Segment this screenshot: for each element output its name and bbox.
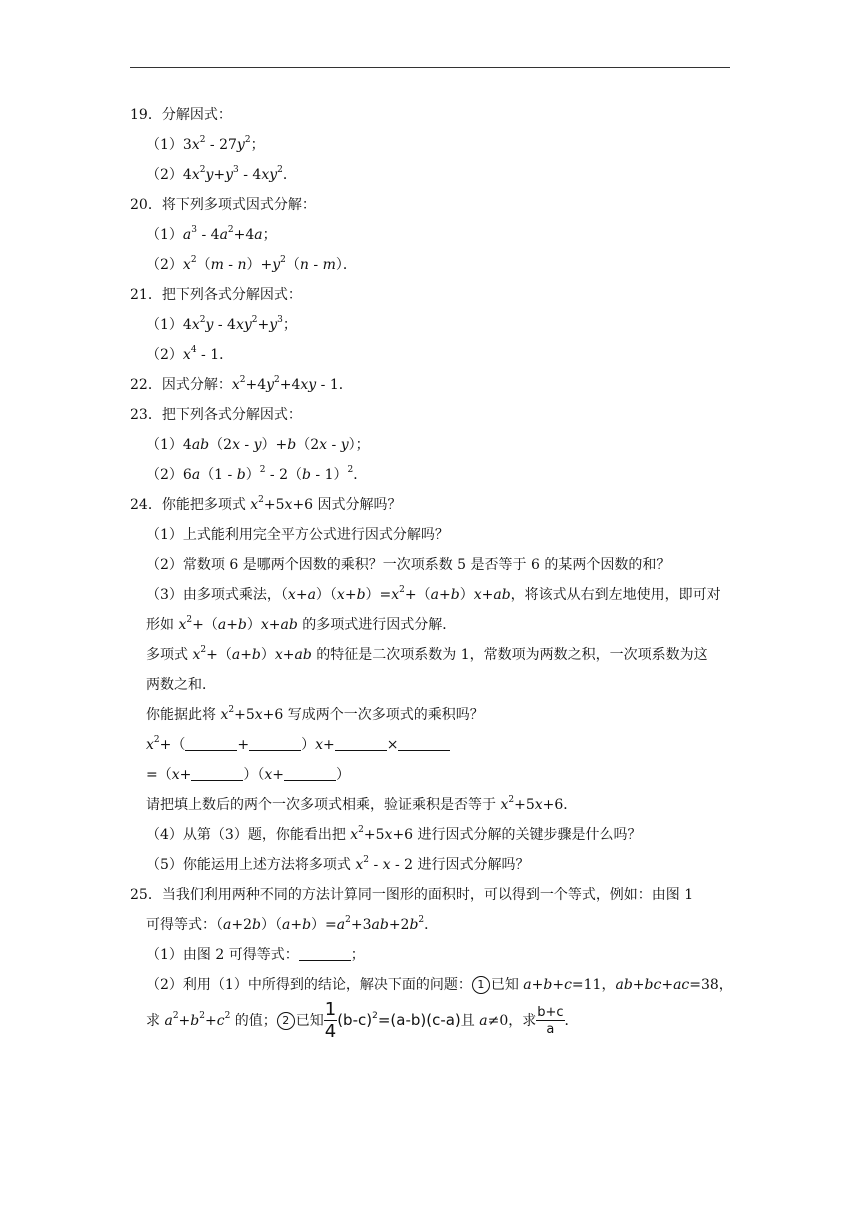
question-24-part-3-line-6: 请把填上数后的两个一次多项式相乘，验证乘积是否等于 $x^2+5x+6$． <box>146 795 578 813</box>
question-25-title-line-2: 可得等式：$(a+2b)(a+b)=a^2+3ab+2b^2$． <box>146 915 439 933</box>
question-24-equation-1: $x^2+( + )x+$ × <box>130 730 730 760</box>
question-25-part-1: （1）由图 2 可得等式： ； <box>146 947 365 963</box>
question-20-part-1: $(1)a^3 - 4a^2+4a$； <box>146 225 277 243</box>
answer-blank[interactable] <box>185 736 237 751</box>
question-22-title: 22．因式分解：$x^2+4y^2+4xy - 1$． <box>130 375 353 393</box>
circled-number-2: 2 <box>277 1012 295 1030</box>
worksheet-body <box>130 100 733 1042</box>
question-24-part-3-line-4: 两数之和． <box>146 677 216 693</box>
question-24-part-1: （1）上式能利用完全平方公式进行因式分解吗？ <box>146 527 449 543</box>
answer-blank[interactable] <box>335 736 387 751</box>
fraction-b-plus-c-over-a: $\frac{b+c}{a}$ <box>537 1005 564 1037</box>
question-21-part-1: $(1)4x^2y - 4xy^2+y^3$； <box>146 315 297 333</box>
question-25-part-2-line-1: （2）利用（1）中所得到的结论，解决下面的问题： 1 已知 a+b+c=11，ab+bc+ac=38， <box>146 977 733 993</box>
question-23-title: 23．把下列各式分解因式： <box>130 407 302 423</box>
question-24-part-3-line-2: 形如 $x^2+(a+b)x+ab$ 的多项式进行因式分解． <box>146 615 457 633</box>
question-23-part-2: （2）6a（1 - b）$^2$ - 2（b - 1）$^2$． <box>146 465 368 483</box>
question-20-part-2: $(2)x^2(m - n)+y^2(n - m)$． <box>146 255 357 273</box>
answer-blank[interactable] <box>249 736 301 751</box>
question-19-part-1: $(1)3x^2 - 27y^2$； <box>146 135 265 153</box>
answer-blank[interactable] <box>299 946 351 961</box>
fraction-one-quarter: $\frac{1}{4}$ <box>324 999 337 1042</box>
question-24-title: 24．你能把多项式 $x^2+5x+6$ 因式分解吗？ <box>130 495 402 513</box>
answer-blank[interactable] <box>284 766 336 781</box>
question-19-title: 19．分解因式： <box>130 107 232 123</box>
question-24-part-3-line-5: 你能据此将 $x^2+5x+6$ 写成两个一次多项式的乘积吗？ <box>146 705 484 723</box>
question-24-part-5: （5）你能运用上述方法将多项式 $x^2$ - x - 2 进行因式分解吗？ <box>146 855 530 873</box>
question-25-title-line-1: 25．当我们利用两种不同的方法计算同一图形的面积时，可以得到一个等式，例如：由图 1 <box>130 887 694 903</box>
question-24-equation-2: =（x+ ）（x+ ） <box>146 767 351 783</box>
question-19-part-2: $(2)4x^2y+y^3 - 4xy^2$． <box>146 165 297 183</box>
question-23-part-1: （1）4ab（2x - y）+b（2x - y）； <box>146 437 370 453</box>
question-25-part-2-line-2: 求 $a^2+b^2+c^2$ 的值； 2 已知 $\frac{1}{4}$ $(b-c)^2=(a-b)(c-a)$且 a≠0，求 $\frac{b+c}{a}$ ． <box>146 999 579 1042</box>
question-21-title: 21．把下列各式分解因式： <box>130 287 302 303</box>
question-24-part-2: （2）常数项 6 是哪两个因数的乘积？一次项系数 5 是否等于 6 的某两个因数的和？ <box>146 557 671 573</box>
question-24-part-4: （4）从第（3）题，你能看出把 $x^2+5x+6$ 进行因式分解的关键步骤是什么吗？ <box>146 825 642 843</box>
answer-blank[interactable] <box>398 736 450 751</box>
header-rule <box>130 67 730 68</box>
circled-number-1: 1 <box>472 976 490 994</box>
answer-blank[interactable] <box>191 766 243 781</box>
question-20-title: 20．将下列多项式因式分解： <box>130 197 316 213</box>
question-24-part-3-line-3: 多项式 $x^2+(a+b)x+ab$ 的特征是二次项系数为 1，常数项为两数之积，一次项系数为这 <box>146 645 708 663</box>
question-24-part-3-line-1: （3）由多项式乘法，$(x+a)(x+b)=x^2+(a+b)x+ab$，将该式从右到左地使用，即可对 <box>146 585 721 603</box>
question-21-part-2: $(2)x^4 - 1$． <box>146 345 234 363</box>
